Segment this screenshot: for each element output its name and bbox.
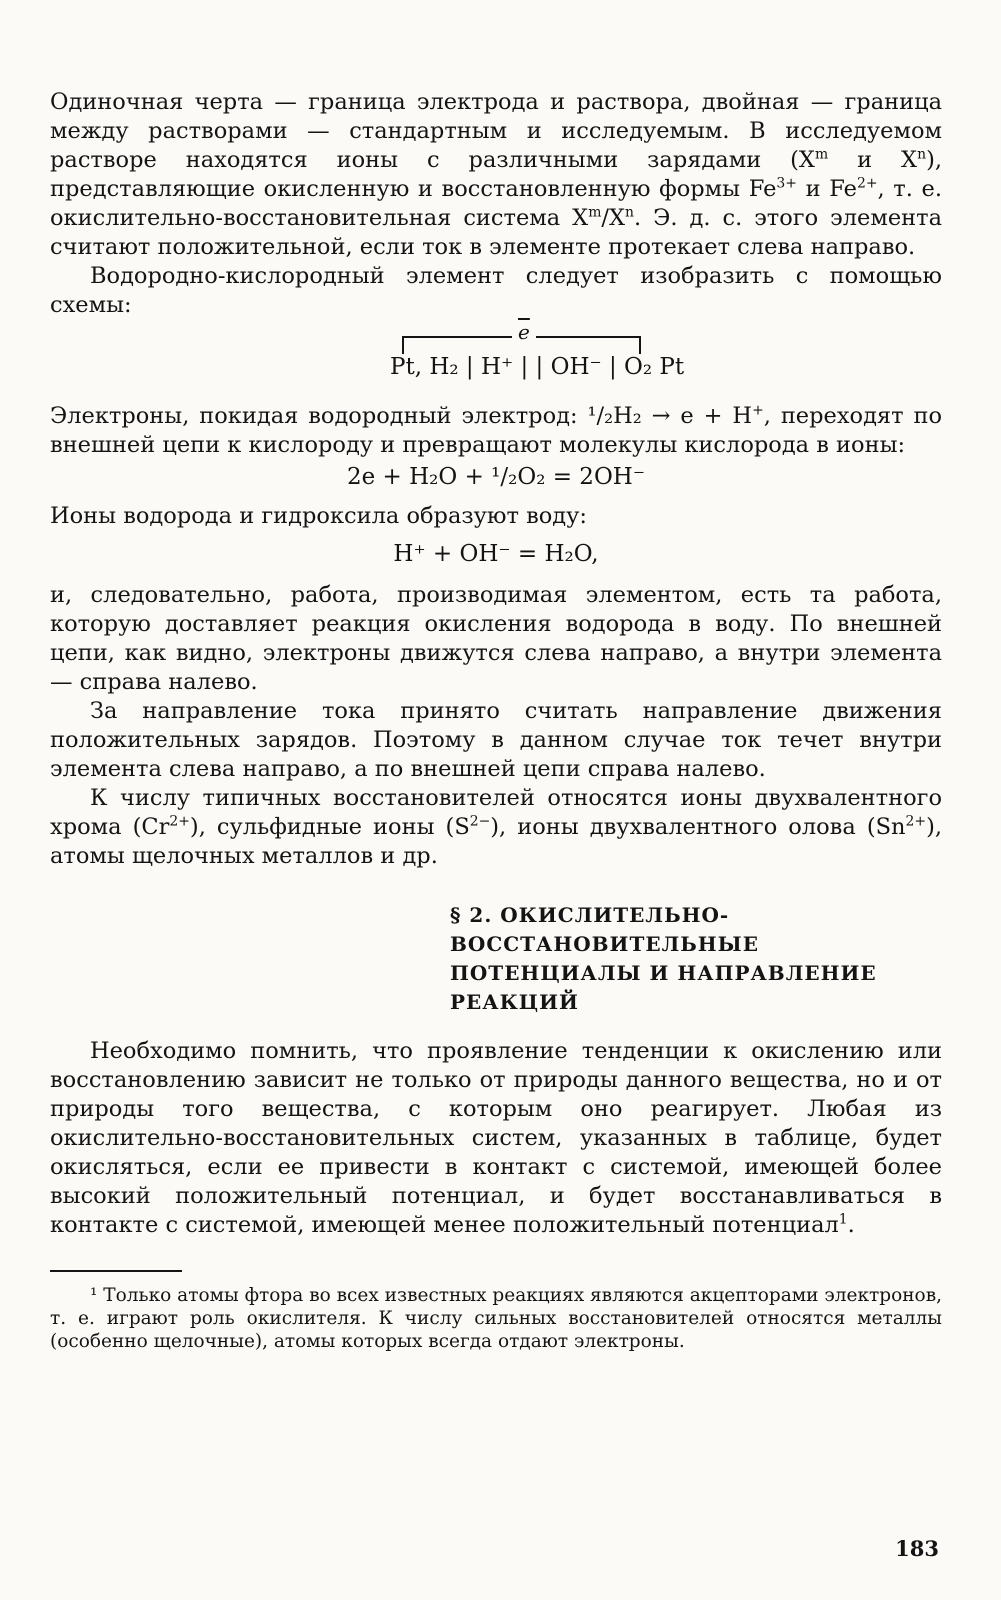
text-run: ), ионы двухвалентного олова (Sn <box>490 814 906 840</box>
text-run: + H <box>693 403 753 429</box>
text-run: . Э. д. с. этого элемента считают положительной, если ток в элементе протекает слева направо. <box>50 205 942 260</box>
section-heading: § 2. ОКИСЛИТЕЛЬНО-ВОССТАНОВИТЕЛЬНЫЕ ПОТЕНЦИАЛЫ И НАПРАВЛЕНИЕ РЕАКЦИЙ <box>450 903 877 1014</box>
footnote-divider <box>50 1270 182 1272</box>
text-run: Одиночная черта — граница электрода и раствора, двойная — граница между растворами — стандартным и исследуемым. В исследуемом растворе находятся ионы с различными зарядами (X <box>50 89 942 173</box>
superscript: n <box>625 204 635 221</box>
superscript: 2+ <box>169 813 190 830</box>
oxygen-reduction-formula: 2e + H₂O + ¹/₂O₂ = 2OH⁻ <box>346 464 645 490</box>
electron-label <box>512 322 536 342</box>
superscript: m <box>814 146 829 163</box>
superscript: + <box>752 402 764 419</box>
footnote-marker: 1 <box>838 1211 848 1228</box>
superscript: 2+ <box>856 175 878 192</box>
superscript: m <box>588 204 602 221</box>
half-reaction-formula: ¹/₂H₂ → e <box>587 403 694 429</box>
text-run: . <box>847 1212 855 1238</box>
water-formation-formula: H⁺ + OH⁻ = H₂O, <box>393 541 599 567</box>
superscript: 2− <box>469 813 491 830</box>
text-run: /X <box>601 205 626 231</box>
footnote: ¹ Только атомы фтора во всех известных реакциях являются акцепторами электронов, т. е. играют роль окислителя. К числу сильных восстановителей относятся металлы (особенно щелочные), атомы которых всегда отдают электроны. <box>50 1285 942 1352</box>
text-run: , т. е. окислительно-восстановительная система X <box>50 176 942 231</box>
paragraph-2: Водородно-кислородный элемент следует изобразить с помощью схемы: <box>50 263 942 318</box>
cell-notation: Pt, H₂ | H⁺ | | OH⁻ | O₂ Pt <box>390 354 685 380</box>
paragraph-6: За направление тока принято считать направление движения положительных зарядов. Поэтому в данном случае ток течет внутри элемента слева направо, а по внешней цепи справа налево. <box>50 698 942 782</box>
electron-symbol: $\overline{e}$ <box>518 320 530 344</box>
text-run: ), представляющие окисленную и восстановленную формы Fe <box>50 147 942 202</box>
paragraph-3 <box>50 402 942 460</box>
text-run: и X <box>828 147 918 173</box>
page-number: 183 <box>895 1536 939 1561</box>
text-run: К числу типичных восстановителей относятся ионы двухвалентного хрома (Cr <box>50 785 942 840</box>
superscript: 3+ <box>776 175 797 192</box>
text-run: , переходят по внешней цепи к кислороду и превращают молекулы кислорода в ионы: <box>50 403 943 458</box>
paragraph-4: Ионы водорода и гидроксила образуют воду: <box>50 503 587 529</box>
cell-scheme <box>50 322 942 392</box>
superscript: n <box>917 146 927 163</box>
paragraph-5: и, следовательно, работа, производимая элементом, есть та работа, которую доставляет реакция окисления водорода в воду. По внешней цепи, как видно, электроны движутся слева направо, а внутри элемента — справа налево. <box>50 582 942 695</box>
paragraph-8 <box>50 1037 942 1240</box>
paragraph-7 <box>50 784 942 871</box>
text-run: Электроны, покидая водородный электрод: <box>50 403 588 429</box>
text-run: Необходимо помнить, что проявление тенденции к окислению или восстановлению зависит не только от природы данного вещества, но и от природы того вещества, с которым оно реагирует. Любая из окислительно-восстановительных систем, указанных в таблице, будет окисляться, если ее привести в контакт с системой, имеющей более высокий положительный потенциал, и будет восстанавливаться в контакте с системой, имеющей менее положительный потенциал <box>50 1038 942 1238</box>
text-run: ), сульфидные ионы (S <box>189 814 470 840</box>
page-body <box>50 88 942 1353</box>
paragraph-1 <box>50 88 942 262</box>
text-run: ), атомы щелочных металлов и др. <box>50 814 942 869</box>
superscript: 2+ <box>905 813 927 830</box>
text-run: и Fe <box>796 176 857 202</box>
